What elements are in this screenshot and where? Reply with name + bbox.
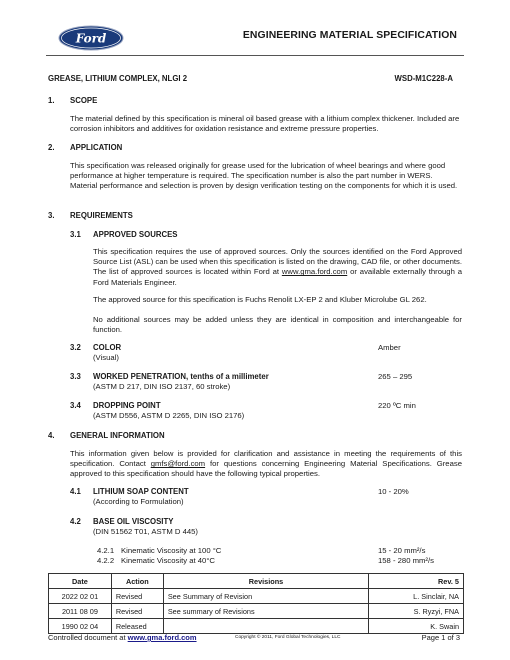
revision-table: [48, 573, 464, 634]
viscosity-method: (DIN 51562 T01, ASTM D 445): [93, 527, 198, 536]
section-3-3-number: 3.3: [70, 372, 81, 381]
general-info-text: [70, 449, 462, 480]
section-3-number: 3.: [48, 211, 55, 220]
viscosity-item-2-value: 158 - 280 mm²/s: [378, 556, 434, 565]
revision-author: S. Ryzyi, FNA: [369, 604, 464, 619]
revision-description: See Summary of Revision: [163, 589, 368, 604]
viscosity-item-1-label: Kinematic Viscosity at 100 °C: [121, 546, 222, 555]
soap-value: 10 - 20%: [378, 487, 409, 496]
soap-method: (According to Formulation): [93, 497, 184, 506]
scope-text: The material defined by this specification is mineral oil based grease with a lithium complex thickener. Included are corrosion inhibitors and additives for oxidation resistance and extreme pressure properties.: [70, 114, 460, 134]
approved-sources-text-cont: or available externally through a Ford Materials Engineer.: [93, 267, 462, 287]
section-4-1-title: LITHIUM SOAP CONTENT: [93, 487, 189, 496]
table-row: [49, 589, 464, 604]
penetration-value: 265 – 295: [378, 372, 413, 381]
section-2-title: APPLICATION: [70, 143, 123, 152]
footer-copyright: Copyright © 2011, Ford Global Technologies, LLC: [235, 635, 341, 640]
col-header-date: Date: [49, 574, 112, 589]
table-row: [49, 619, 464, 634]
revision-table-header: [49, 574, 464, 589]
ford-logo: [58, 25, 124, 51]
gma-link[interactable]: www.gma.ford.com: [281, 267, 348, 277]
col-header-action: Action: [111, 574, 163, 589]
section-1-number: 1.: [48, 96, 55, 105]
section-4-2-title: BASE OIL VISCOSITY: [93, 517, 174, 526]
document-number: WSD-M1C228-A: [394, 74, 453, 83]
approved-sources-para-1: [93, 247, 462, 288]
section-2-number: 2.: [48, 143, 55, 152]
revision-date: 2022 02 01: [49, 589, 112, 604]
document-type-title: ENGINEERING MATERIAL SPECIFICATION: [242, 30, 457, 41]
viscosity-item-1-value: 15 - 20 mm²/s: [378, 546, 426, 555]
approved-sources-para-3: No additional sources may be added unless they are identical in composition and interchangeable for function.: [93, 315, 462, 335]
section-1-title: SCOPE: [70, 96, 98, 105]
viscosity-item-2-label: Kinematic Viscosity at 40°C: [121, 556, 215, 565]
footer-prefix: Controlled document at: [48, 633, 128, 642]
footer-controlled-document: [48, 633, 197, 642]
revision-description: [163, 619, 368, 634]
dropping-value: 220 ºC min: [378, 401, 416, 410]
section-3-2-number: 3.2: [70, 343, 81, 352]
general-info-text-a: This information given below is provided for clarification and assistance in meeting the requirements of this specification. Contact: [70, 449, 462, 469]
color-method: (Visual): [93, 353, 119, 362]
section-3-2-title: COLOR: [93, 343, 122, 352]
section-4-2-number: 4.2: [70, 517, 81, 526]
revision-author: L. Sinclair, NA: [369, 589, 464, 604]
dropping-method: (ASTM D556, ASTM D 2265, DIN ISO 2176): [93, 411, 245, 420]
footer-page-number: Page 1 of 3: [421, 633, 460, 642]
section-3-3-title: WORKED PENETRATION, tenths of a millimeter: [93, 372, 269, 381]
revision-author: K. Swain: [369, 619, 464, 634]
footer-gma-link[interactable]: www.gma.ford.com: [127, 633, 197, 642]
table-row: [49, 604, 464, 619]
ford-logo-text: Ford: [75, 31, 107, 46]
revision-action: Revised: [111, 589, 163, 604]
revision-description: See summary of Revisions: [163, 604, 368, 619]
gmfs-email-link[interactable]: gmfs@ford.com: [150, 459, 206, 469]
section-3-title: REQUIREMENTS: [70, 211, 133, 220]
section-4-title: GENERAL INFORMATION: [70, 431, 165, 440]
header-divider: [46, 55, 464, 56]
revision-date: 1990 02 04: [49, 619, 112, 634]
revision-action: Revised: [111, 604, 163, 619]
section-3-1-number: 3.1: [70, 230, 81, 239]
section-3-4-number: 3.4: [70, 401, 81, 410]
section-3-1-title: APPROVED SOURCES: [93, 230, 178, 239]
general-info-text-b: for questions concerning Engineering Material Specifications. Grease approved to this specification should have the following typical properties.: [70, 459, 462, 479]
section-4-1-number: 4.1: [70, 487, 81, 496]
section-3-4-title: DROPPING POINT: [93, 401, 161, 410]
color-value: Amber: [378, 343, 401, 352]
application-text: This specification was released originally for grease used for the lubrication of wheel bearings and where good performance at higher temperature is required. The specification number is also the part number in WERS. Material performance and selection is proven by design verification testing on the components for which it is used.: [70, 161, 458, 191]
revision-action: Released: [111, 619, 163, 634]
revision-date: 2011 08 09: [49, 604, 112, 619]
section-4-number: 4.: [48, 431, 55, 440]
col-header-rev-number: Rev. 5: [369, 574, 464, 589]
viscosity-item-1-number: 4.2.1: [97, 546, 115, 555]
penetration-method: (ASTM D 217, DIN ISO 2137, 60 stroke): [93, 382, 231, 391]
approved-sources-para-2: The approved source for this specification is Fuchs Renolit LX-EP 2 and Kluber Microlube GL 262.: [93, 295, 427, 304]
approved-sources-text: This specification requires the use of approved sources. Only the sources identified on the Ford Approved Source List (ASL) can be used when this specification is listed on the drawing, CAD file, or other documents. The list of approved sources is located within Ford at: [93, 247, 462, 277]
document-name: GREASE, LITHIUM COMPLEX, NLGI 2: [48, 74, 188, 83]
viscosity-item-2-number: 4.2.2: [97, 556, 115, 565]
col-header-revisions: Revisions: [163, 574, 368, 589]
